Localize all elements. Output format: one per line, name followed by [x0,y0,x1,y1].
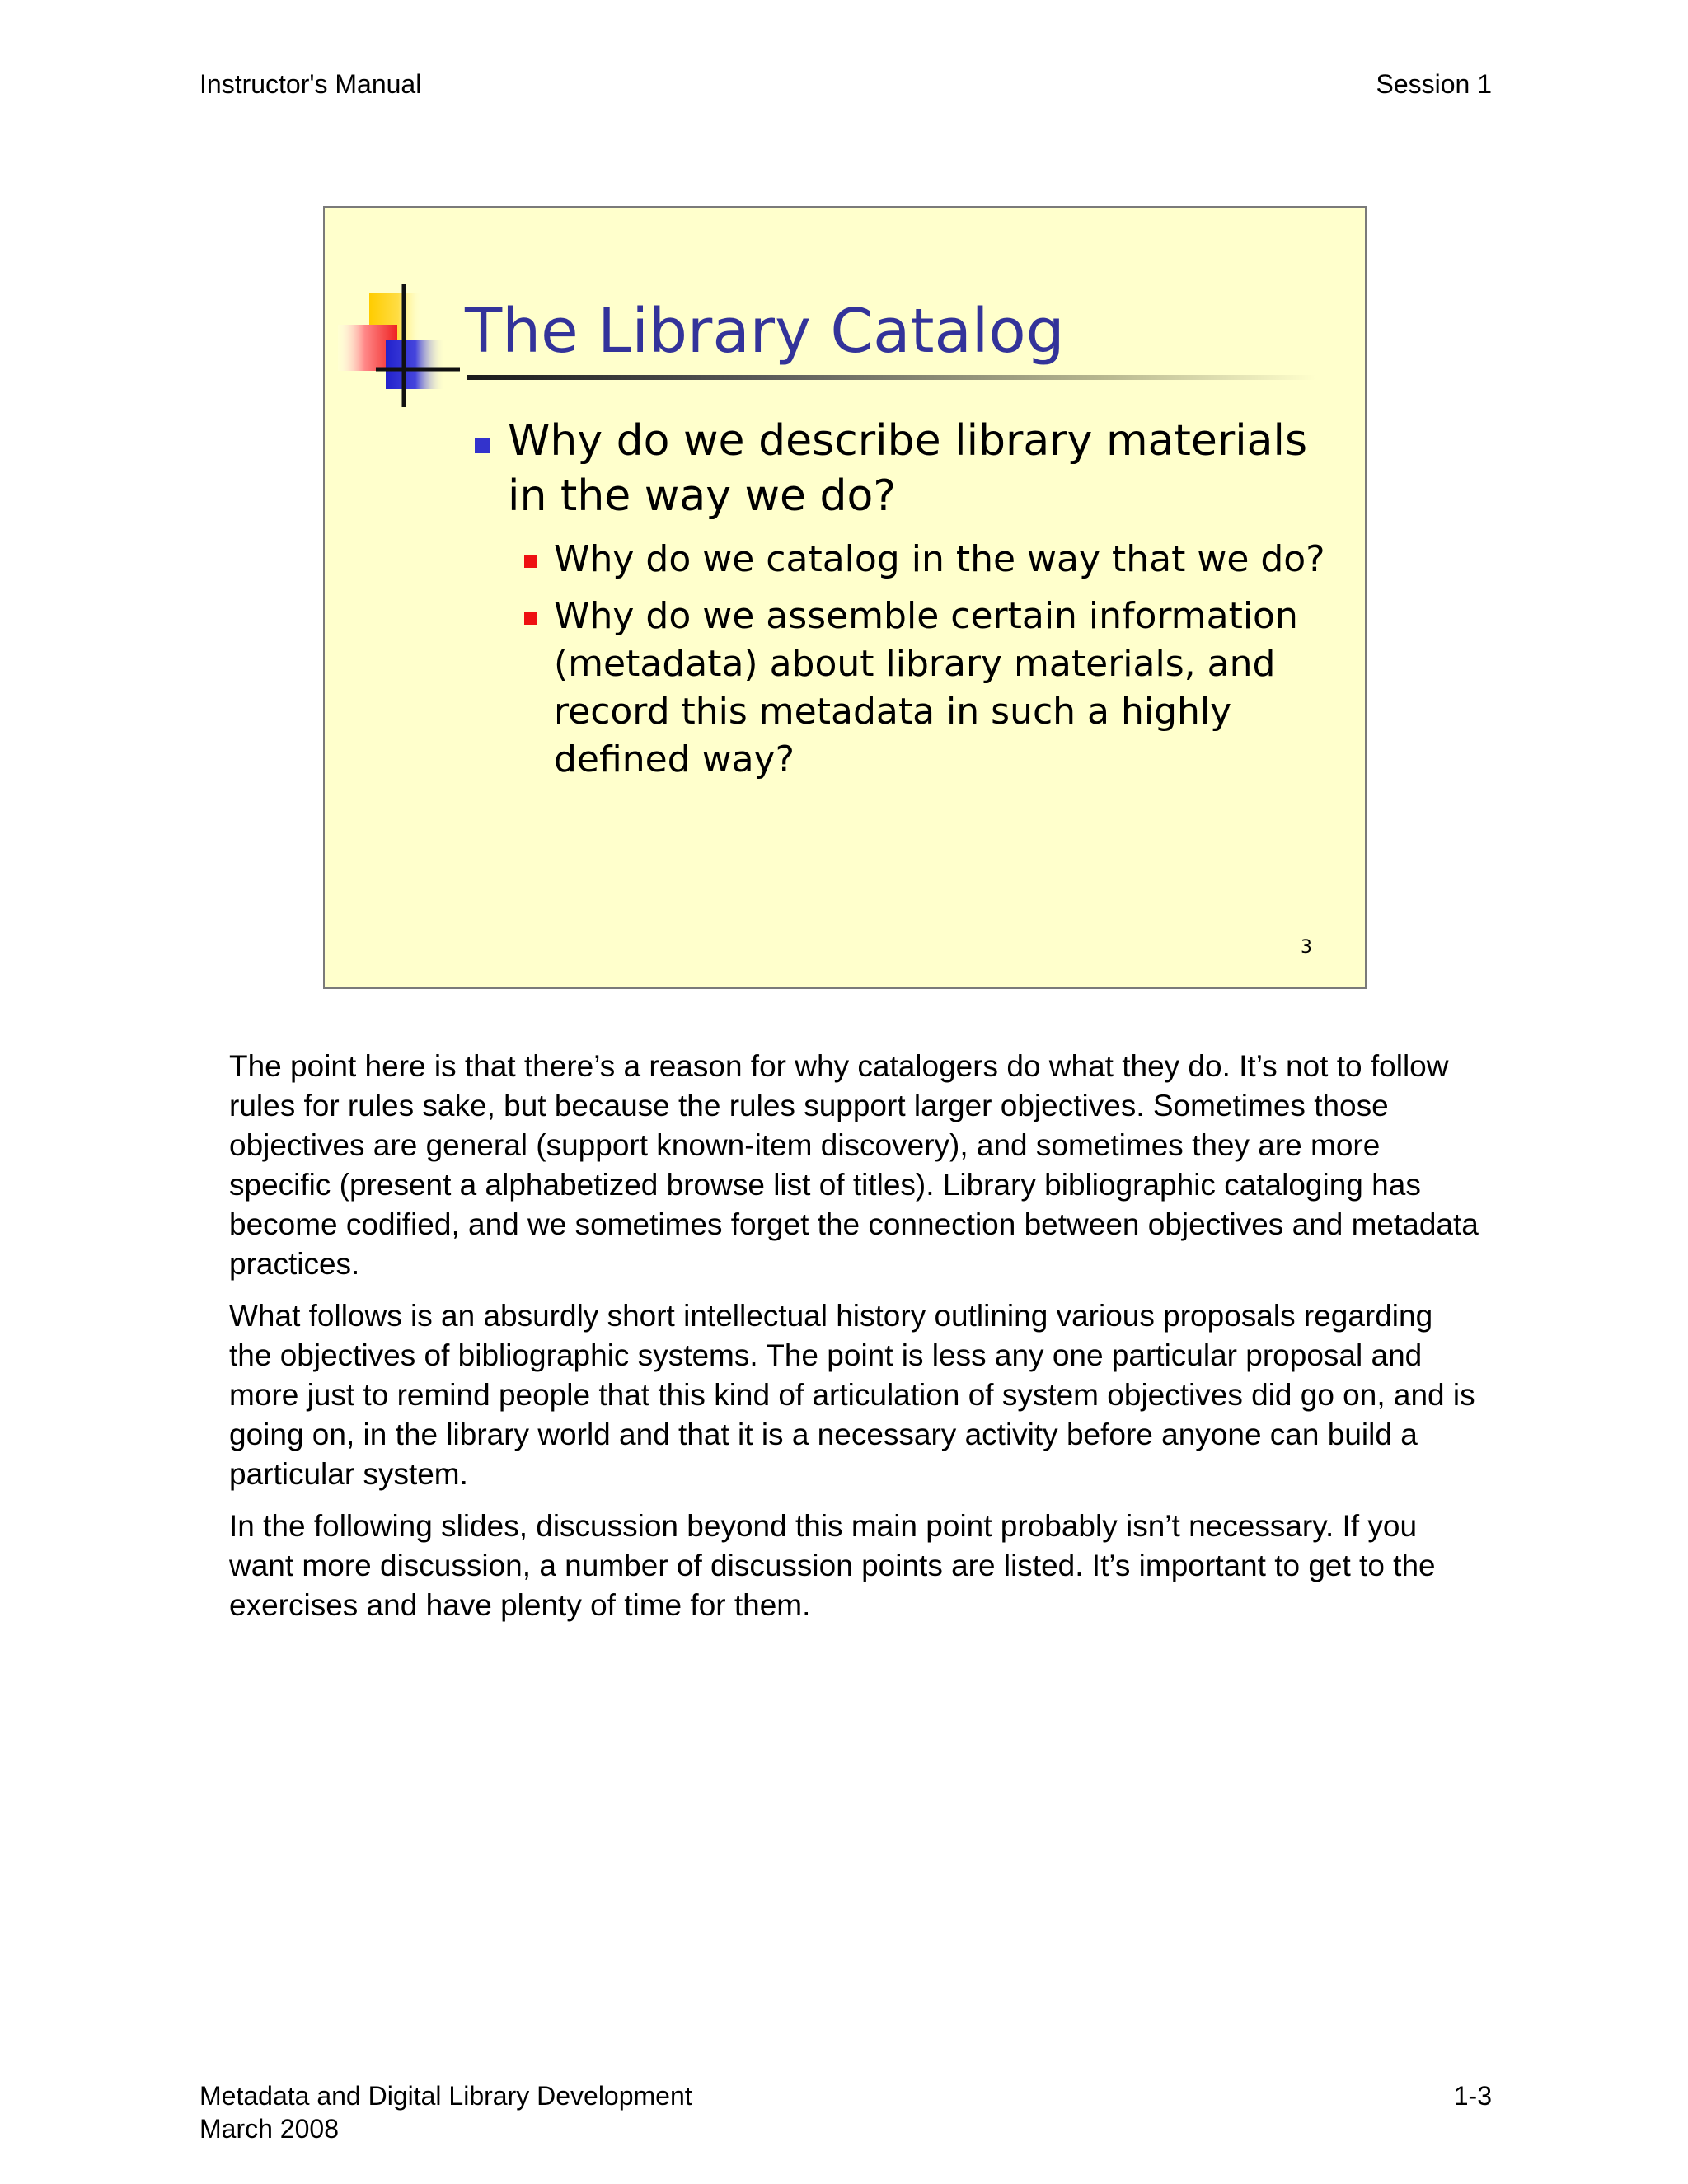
slide-sub-bullet [554,593,1345,784]
red-square-bullet-icon [524,612,537,625]
slide-title-rule [467,375,1315,380]
footer-course-title: Metadata and Digital Library Development [199,2081,692,2111]
slide-number: 3 [1301,937,1312,958]
slide-logo-icon [336,284,468,415]
instructor-notes [229,1047,1482,1638]
notes-paragraph: In the following slides, discussion beyond this main point probably isn’t necessary. If you want more discussion, a number of discussion points are listed. It’s important to get to the exercises and have plenty of time for them. [229,1509,1436,1622]
red-square-bullet-icon [524,555,537,568]
header-manual-title: Instructor's Manual [199,69,422,99]
notes-paragraph: What follows is an absurdly short intellectual history outlining various proposals regarding the objectives of bibliographic systems. The point is less any one particular proposal and more just to remind people that this kind of articulation of system objectives did go on, and is going on, in the library world and that it is a necessary activity before anyone can build a particular system. [229,1299,1475,1491]
slide-title: The Library Catalog [465,296,1065,367]
slide-sub-bullet-text: Why do we catalog in the way that we do? [554,538,1325,580]
slide-main-bullet-text: Why do we describe library materials in the way we do? [508,416,1308,521]
slide-sub-bullet [554,536,1345,583]
slide-main-bullet [508,414,1340,524]
footer-left [199,2079,692,2145]
header-session-label: Session 1 [1376,69,1492,99]
blue-square-bullet-icon [475,438,490,453]
notes-paragraph: The point here is that there’s a reason for why catalogers do what they do. It’s not to follow rules for rules sake, but because the rules support larger objectives. Sometimes those objectives are general (support known-item discovery), and sometimes they are more specific (present a alphabetized browse list of titles). Library bibliographic cataloging has become codified, and we sometimes forget the connection between objectives and metadata practices. [229,1049,1479,1281]
slide-frame [323,206,1367,989]
footer-date: March 2008 [199,2114,339,2144]
slide-sub-bullet-text: Why do we assemble certain information (metadata) about library materials, and record this metadata in such a highly defined way? [554,595,1298,780]
footer-page-number: 1-3 [1453,2081,1492,2111]
